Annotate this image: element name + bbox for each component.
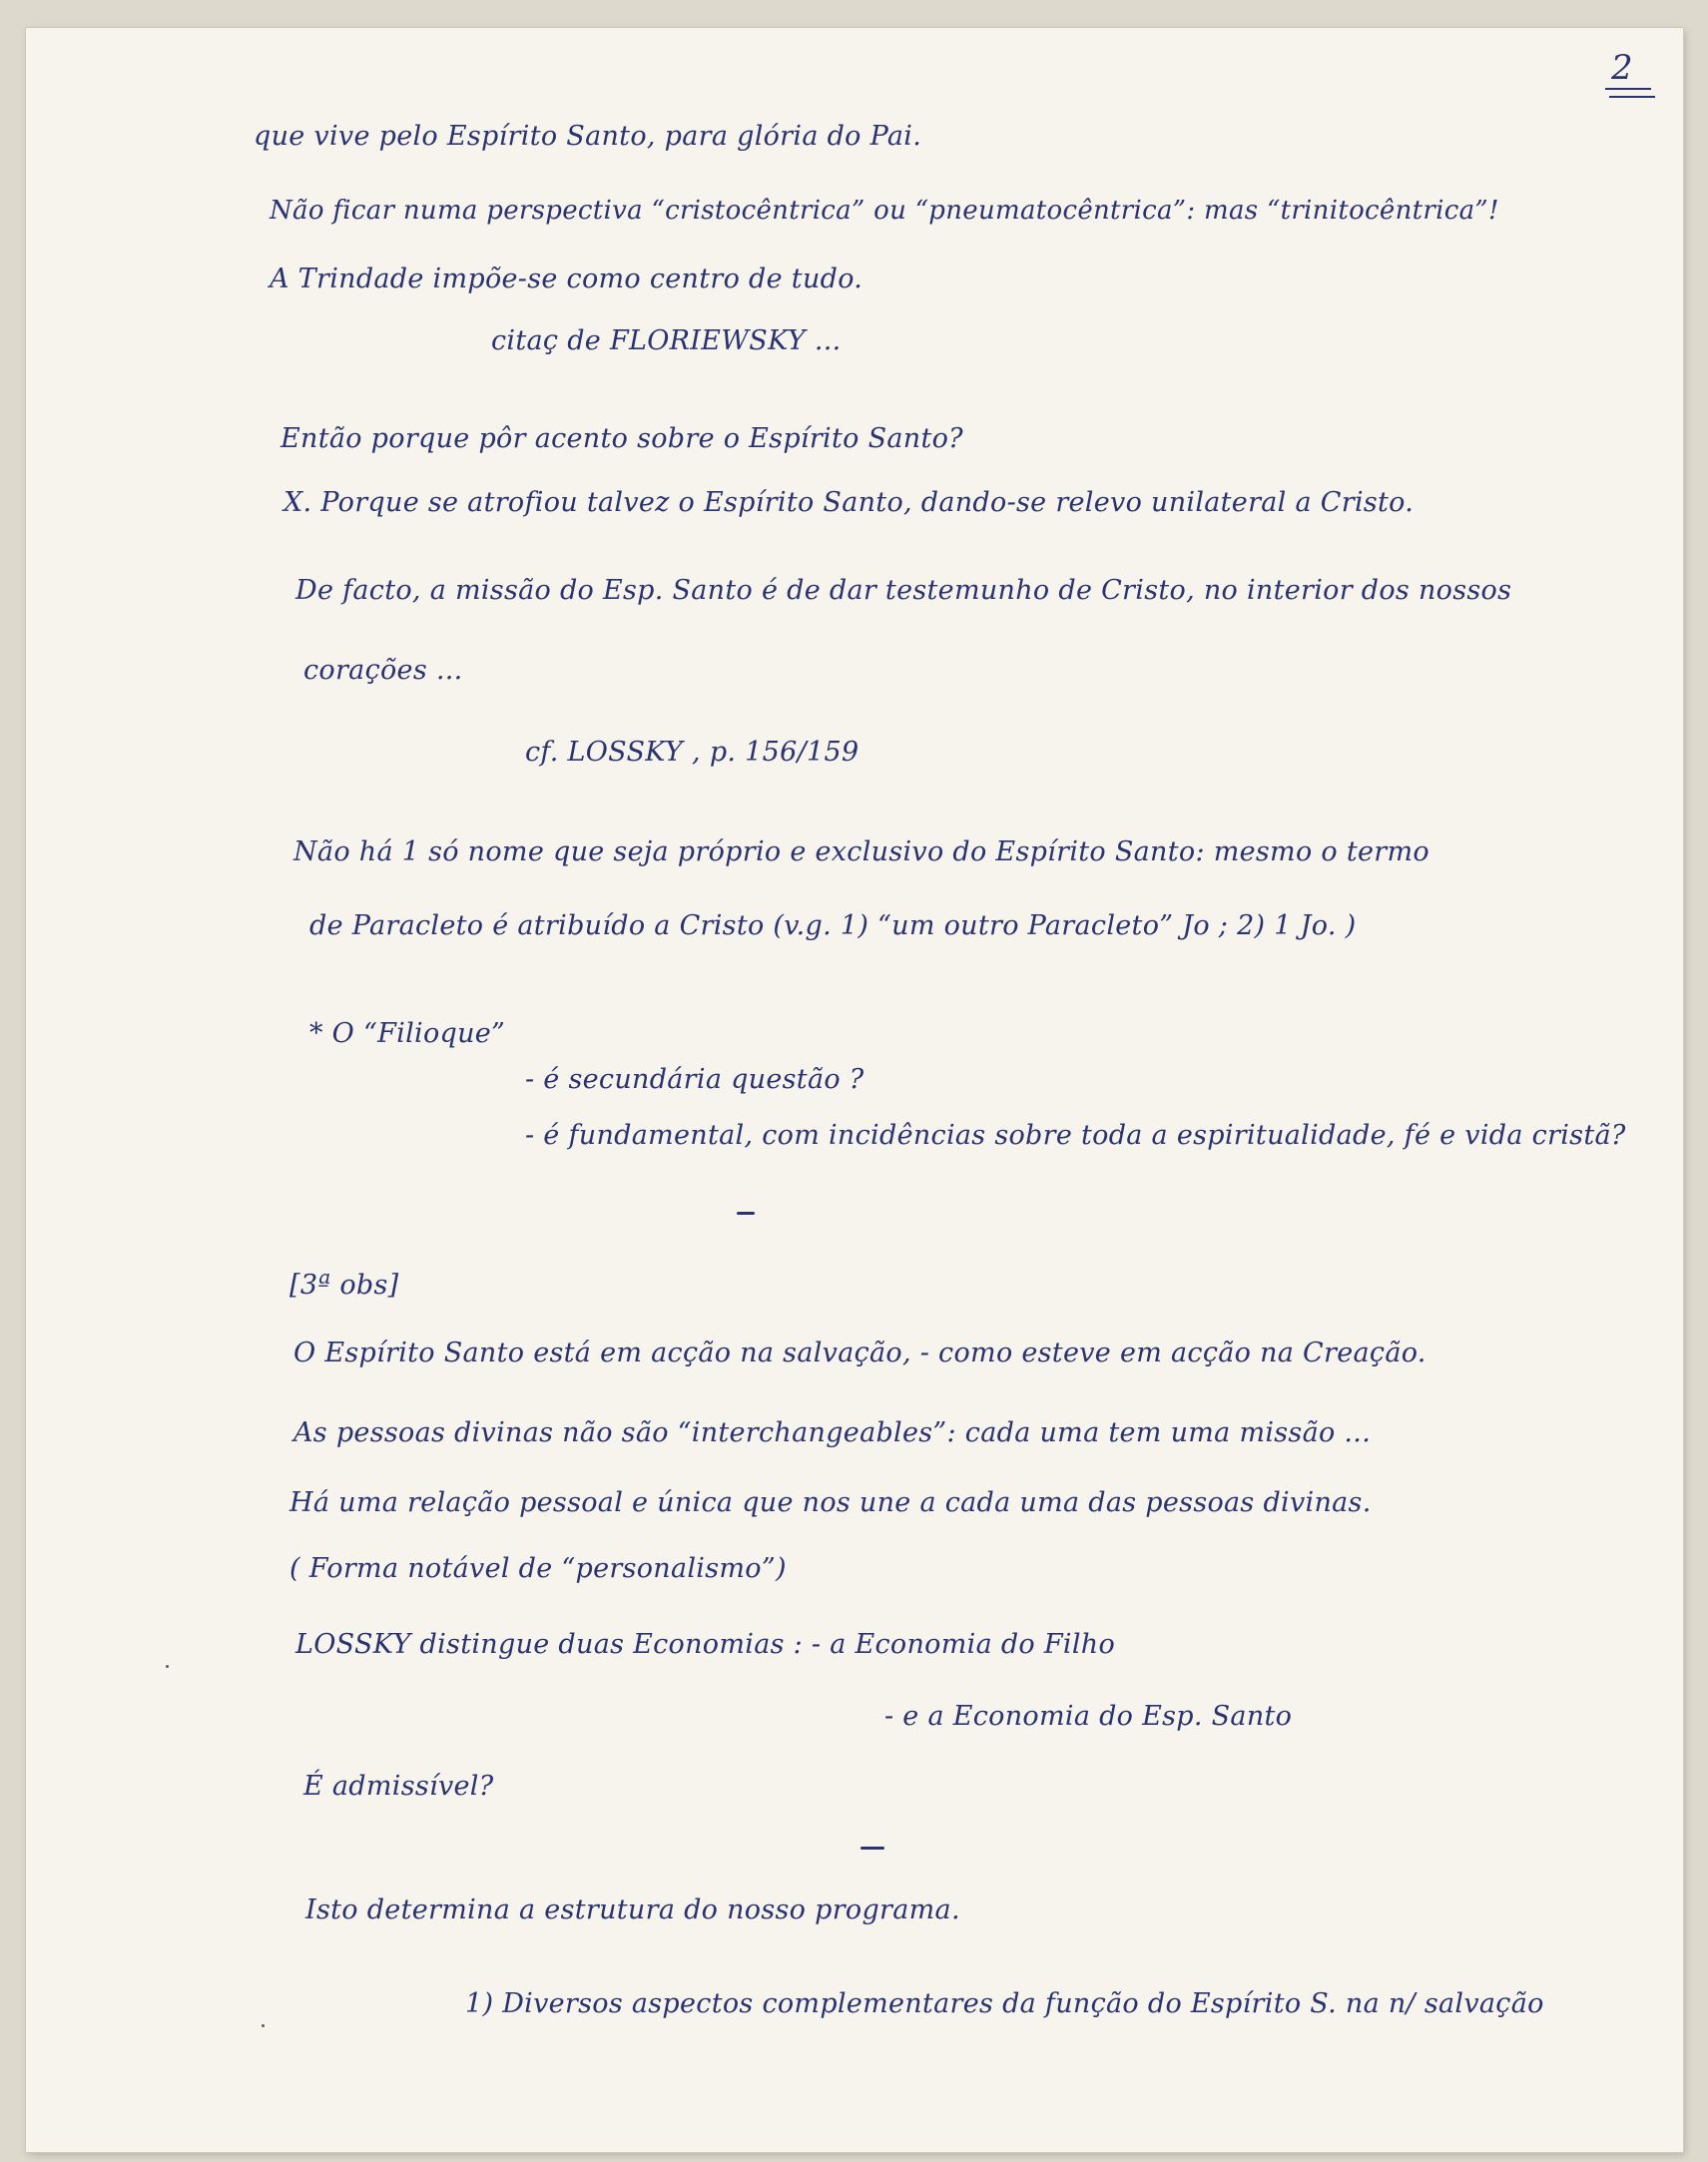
paper-speck [166,1665,169,1668]
manuscript-line: LOSSKY distingue duas Economias : - a Economia do Filho [295,1629,1116,1660]
manuscript-line: Não há 1 só nome que seja próprio e exclusivo do Espírito Santo: mesmo o termo [293,836,1429,867]
page-number-text: 2 [1611,48,1633,88]
manuscript-line: X. Porque se atrofiou talvez o Espírito Santo, dando-se relevo unilateral a Cristo. [284,487,1415,518]
manuscript-line: É admissível? [303,1771,494,1802]
manuscript-line: 1) Diversos aspectos complementares da função do Espírito S. na n/ salvação [465,1988,1544,2019]
manuscript-line: A Trindade impõe-se como centro de tudo. [270,264,863,294]
manuscript-line: Há uma relação pessoal e única que nos une a cada uma das pessoas divinas. [289,1487,1372,1518]
manuscript-line: * O “Filioque” [309,1018,506,1049]
manuscript-line: De facto, a missão do Esp. Santo é de dar testemunho de Cristo, no interior dos nossos [295,575,1512,606]
manuscript-line: - é fundamental, com incidências sobre toda a espiritualidade, fé e vida cristã? [525,1120,1626,1151]
manuscript-line: cf. LOSSKY , p. 156/159 [525,737,859,768]
manuscript-line: ( Forma notável de “personalismo”) [289,1553,787,1584]
manuscript-line: Não ficar numa perspectiva “cristocêntrica” ou “pneumatocêntrica”: mas “trinitocêntrica”! [270,196,1499,226]
manuscript-line: de Paracleto é atribuído a Cristo (v.g. 1) “um outro Paracleto” Jo ; 2) 1 Jo. ) [309,910,1357,941]
manuscript-line: As pessoas divinas não são “interchangeables”: cada uma tem uma missão ... [293,1417,1372,1448]
manuscript-page [26,28,1683,2152]
manuscript-line: - é secundária questão ? [525,1064,864,1095]
manuscript-line: citaç de FLORIEWSKY ... [491,325,842,356]
manuscript-line: O Espírito Santo está em acção na salvação, - como esteve em acção na Creação. [293,1338,1426,1368]
paper-speck [262,2024,265,2027]
manuscript-line: Então porque pôr acento sobre o Espírito Santo? [281,423,963,454]
separator-dash [737,1212,755,1215]
manuscript-line: que vive pelo Espírito Santo, para glória do Pai. [254,121,922,152]
page-number [1611,48,1633,88]
manuscript-line: - e a Economia do Esp. Santo [884,1701,1293,1732]
manuscript-line: Isto determina a estrutura do nosso programa. [305,1894,960,1925]
separator-dash [860,1847,884,1850]
manuscript-line: corações ... [303,655,463,686]
manuscript-line: [3ª obs] [289,1270,399,1301]
